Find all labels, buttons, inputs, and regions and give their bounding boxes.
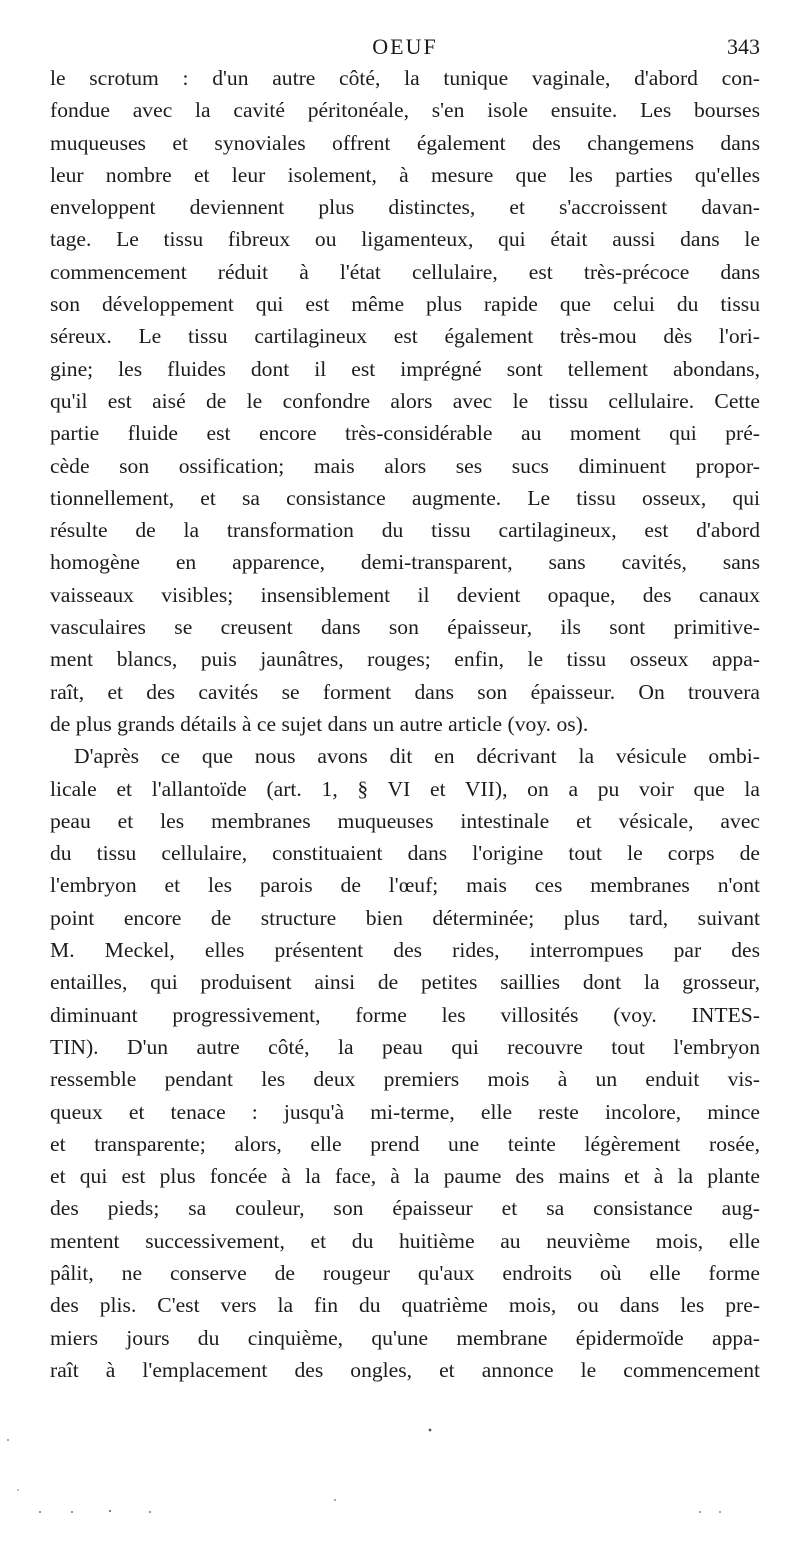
- text-line: partie fluide est encore très-considérable au moment qui pré-: [50, 421, 760, 446]
- text-line: leur nombre et leur isolement, à mesure que les parties qu'elles: [50, 162, 760, 187]
- text-line: tage. Le tissu fibreux ou ligamenteux, qui était aussi dans le: [50, 227, 760, 252]
- text-line: cède son ossification; mais alors ses sucs diminuent propor-: [50, 453, 760, 478]
- text-line: licale et l'allantoïde (art. 1, § VI et VII), on a pu voir que la: [50, 776, 760, 801]
- text-line: commencement réduit à l'état cellulaire, est très-précoce dans: [50, 259, 760, 284]
- ink-speck: [39, 1511, 41, 1513]
- text-line: raît, et des cavités se forment dans son épaisseur. On trouvera: [50, 679, 760, 704]
- paragraph-end-line: de plus grands détails à ce sujet dans un autre article (voy. os).: [50, 711, 589, 736]
- running-title: OEUF: [372, 34, 438, 59]
- text-line: pâlit, ne conserve de rougeur qu'aux endroits où elle forme: [50, 1260, 760, 1285]
- ink-speck: [429, 1429, 432, 1432]
- text-line: point encore de structure bien déterminée; plus tard, suivant: [50, 905, 760, 930]
- ink-speck: [109, 1510, 111, 1512]
- text-line: l'embryon et les parois de l'œuf; mais ces membranes n'ont: [50, 873, 760, 898]
- ink-speck: [334, 1499, 336, 1501]
- ink-speck: [149, 1511, 151, 1513]
- text-line: séreux. Le tissu cartilagineux est également très-mou dès l'ori-: [50, 324, 760, 349]
- text-line: queux et tenace : jusqu'à mi-terme, elle reste incolore, mince: [50, 1099, 760, 1124]
- text-line: tionnellement, et sa consistance augmente. Le tissu osseux, qui: [50, 485, 760, 510]
- text-line: des pieds; sa couleur, son épaisseur et sa consistance aug-: [50, 1196, 760, 1221]
- text-line: miers jours du cinquième, qu'une membrane épidermoïde appa-: [50, 1325, 760, 1350]
- text-line: entailles, qui produisent ainsi de petites saillies dont la grosseur,: [50, 970, 760, 995]
- ink-speck: [71, 1511, 73, 1513]
- text-line: raît à l'emplacement des ongles, et annonce le commencement: [50, 1357, 760, 1382]
- ink-speck: [719, 1511, 721, 1513]
- text-line: gine; les fluides dont il est imprégné sont tellement abondans,: [50, 356, 760, 381]
- text-line: enveloppent deviennent plus distinctes, et s'accroissent davan-: [50, 195, 760, 220]
- text-line: qu'il est aisé de le confondre alors avec le tissu cellulaire. Cette: [50, 388, 760, 413]
- paragraph-start-line: D'après ce que nous avons dit en décrivant la vésicule ombi-: [74, 744, 760, 769]
- text-line: TIN). D'un autre côté, la peau qui recouvre tout l'embryon: [50, 1034, 760, 1059]
- text-line: ressemble pendant les deux premiers mois à un enduit vis-: [50, 1067, 760, 1092]
- text-line: vasculaires se creusent dans son épaisseur, ils sont primitive-: [50, 615, 760, 640]
- text-line: résulte de la transformation du tissu cartilagineux, est d'abord: [50, 518, 760, 543]
- text-line: diminuant progressivement, forme les villosités (voy. INTES-: [50, 1002, 760, 1027]
- ink-speck: [699, 1511, 701, 1513]
- text-line: fondue avec la cavité péritonéale, s'en isole ensuite. Les bourses: [50, 98, 760, 123]
- text-line: peau et les membranes muqueuses intestinale et vésicale, avec: [50, 808, 760, 833]
- text-line: du tissu cellulaire, constituaient dans l'origine tout le corps de: [50, 841, 760, 866]
- text-line: et qui est plus foncée à la face, à la paume des mains et à la plante: [50, 1164, 760, 1189]
- text-line: vaisseaux visibles; insensiblement il devient opaque, des canaux: [50, 582, 760, 607]
- text-line: muqueuses et synoviales offrent également des changemens dans: [50, 130, 760, 155]
- ink-speck: [17, 1489, 19, 1491]
- page-number: 343: [727, 34, 760, 59]
- text-line: ment blancs, puis jaunâtres, rouges; enfin, le tissu osseux appa-: [50, 647, 760, 672]
- text-line: M. Meckel, elles présentent des rides, interrompues par des: [50, 938, 760, 963]
- text-line: le scrotum : d'un autre côté, la tunique vaginale, d'abord con-: [50, 66, 760, 90]
- text-line: homogène en apparence, demi-transparent, sans cavités, sans: [50, 550, 760, 575]
- text-line: mentent successivement, et du huitième au neuvième mois, elle: [50, 1228, 760, 1253]
- text-line: des plis. C'est vers la fin du quatrième mois, ou dans les pre-: [50, 1293, 760, 1318]
- text-line: et transparente; alors, elle prend une teinte légèrement rosée,: [50, 1131, 760, 1156]
- text-line: son développement qui est même plus rapide que celui du tissu: [50, 292, 760, 317]
- ink-speck: [7, 1439, 9, 1441]
